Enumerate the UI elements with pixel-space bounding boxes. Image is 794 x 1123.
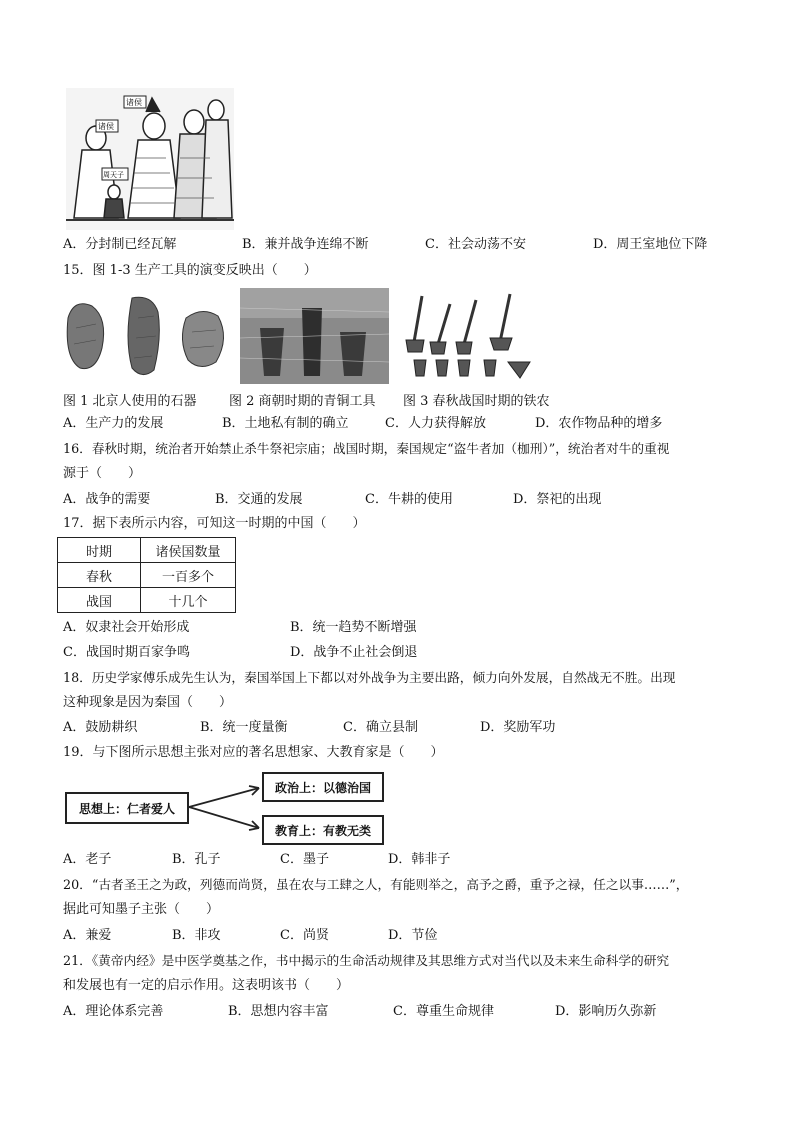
table-cell: 一百多个 [141,563,236,588]
q16-option-b[interactable]: B．交通的发展 [215,492,303,507]
q20-option-d[interactable]: D．节俭 [388,928,438,943]
q14-option-d[interactable]: D．周王室地位下降 [593,237,708,252]
q18-option-d[interactable]: D．奖励军功 [480,720,556,735]
table-row [58,588,236,613]
q16-option-a[interactable]: A．战争的需要 [63,492,151,507]
q15-caption-1: 图 1 北京人使用的石器 [63,394,197,409]
table-header-row [58,538,236,563]
q17-stem: 17．据下表所示内容，可知这一时期的中国（ ） [63,516,366,531]
q21-option-a[interactable]: A．理论体系完善 [63,1004,164,1019]
q19-stem: 19．与下图所示思想主张对应的著名思想家、大教育家是（ ） [63,745,444,760]
q19-diagram-arrows [185,778,265,838]
q14-option-a[interactable]: A．分封制已经瓦解 [63,237,177,252]
q20-option-a[interactable]: A．兼爱 [63,928,112,943]
q17-option-d[interactable]: D．战争不止社会倒退 [290,645,418,660]
q15-option-c[interactable]: C．人力获得解放 [385,416,486,431]
q20-option-b[interactable]: B．非攻 [172,928,221,943]
q19-option-b[interactable]: B．孔子 [172,852,221,867]
q19-option-a[interactable]: A．老子 [63,852,112,867]
q19-diagram-politics-box: 政治上：以德治国 [262,772,384,802]
q17-option-a[interactable]: A．奴隶社会开始形成 [63,620,190,635]
q19-diagram-source-box: 思想上：仁者爱人 [65,792,189,824]
q20-stem-line1: 20．“古者圣王之为政，列德而尚贤，虽在农与工肆之人，有能则举之，高予之爵，重予之禄，任之以事……”， [63,877,689,892]
q18-stem-line2: 这种现象是因为秦国（ ） [63,695,233,710]
q16-option-c[interactable]: C．牛耕的使用 [365,492,453,507]
q15-bronze-tools-image [240,288,389,384]
q20-stem-line2: 据此可知墨子主张（ ） [63,902,220,917]
q14-option-c[interactable]: C．社会动荡不安 [425,237,526,252]
table-header-cell: 诸侯国数量 [141,538,236,563]
q19-option-d[interactable]: D．韩非子 [388,852,451,867]
q15-stone-tools-image [62,288,234,384]
table-cell: 战国 [58,588,141,613]
q18-option-c[interactable]: C．确立县制 [343,720,418,735]
q16-stem-line2: 源于（ ） [63,466,142,481]
q15-iron-farm-tools-image [400,286,546,384]
q16-stem-line1: 16．春秋时期，统治者开始禁止杀牛祭祀宗庙；战国时期，秦国规定“盗牛者加（枷刑）”，统治者对牛的重视 [63,441,670,456]
q21-option-c[interactable]: C．尊重生命规律 [393,1004,494,1019]
q18-option-a[interactable]: A．鼓励耕织 [63,720,138,735]
q21-option-d[interactable]: D．影响历久弥新 [555,1004,657,1019]
q14-cartoon-illustration [66,88,234,230]
q19-diagram-education-box: 教育上：有教无类 [262,815,384,845]
q17-table [57,537,236,613]
q16-option-d[interactable]: D．祭祀的出现 [513,492,602,507]
q21-stem-line2: 和发展也有一定的启示作用。这表明该书（ ） [63,978,350,993]
cartoon-label-3: 周天子 [103,171,124,179]
table-cell: 十几个 [141,588,236,613]
cartoon-label-1: 诸侯 [126,98,142,107]
table-header-cell: 时期 [58,538,141,563]
cartoon-label-2: 诸侯 [98,122,114,131]
q15-option-b[interactable]: B．土地私有制的确立 [222,416,349,431]
q19-option-c[interactable]: C．墨子 [280,852,329,867]
q15-caption-2: 图 2 商朝时期的青铜工具 [229,394,376,409]
q20-option-c[interactable]: C．尚贤 [280,928,329,943]
q18-option-b[interactable]: B．统一度量衡 [200,720,288,735]
q14-option-b[interactable]: B．兼并战争连绵不断 [242,237,369,252]
q15-option-a[interactable]: A．生产力的发展 [63,416,164,431]
q17-option-b[interactable]: B．统一趋势不断增强 [290,620,417,635]
q21-stem-line1: 21．《黄帝内经》是中医学奠基之作，书中揭示的生命活动规律及其思维方式对当代以及未来生命科学的研究 [63,953,670,968]
q17-option-c[interactable]: C．战国时期百家争鸣 [63,645,190,660]
q21-option-b[interactable]: B．思想内容丰富 [228,1004,329,1019]
q15-stem: 15．图 1-3 生产工具的演变反映出（ ） [63,263,317,278]
q18-stem-line1: 18．历史学家傅乐成先生认为，秦国举国上下都以对外战争为主要出路，倾力向外发展，自然战无不胜。出现 [63,670,676,685]
table-row [58,563,236,588]
table-cell: 春秋 [58,563,141,588]
q15-caption-3: 图 3 春秋战国时期的铁农 [403,394,550,409]
q15-option-d[interactable]: D．农作物品种的增多 [535,416,663,431]
